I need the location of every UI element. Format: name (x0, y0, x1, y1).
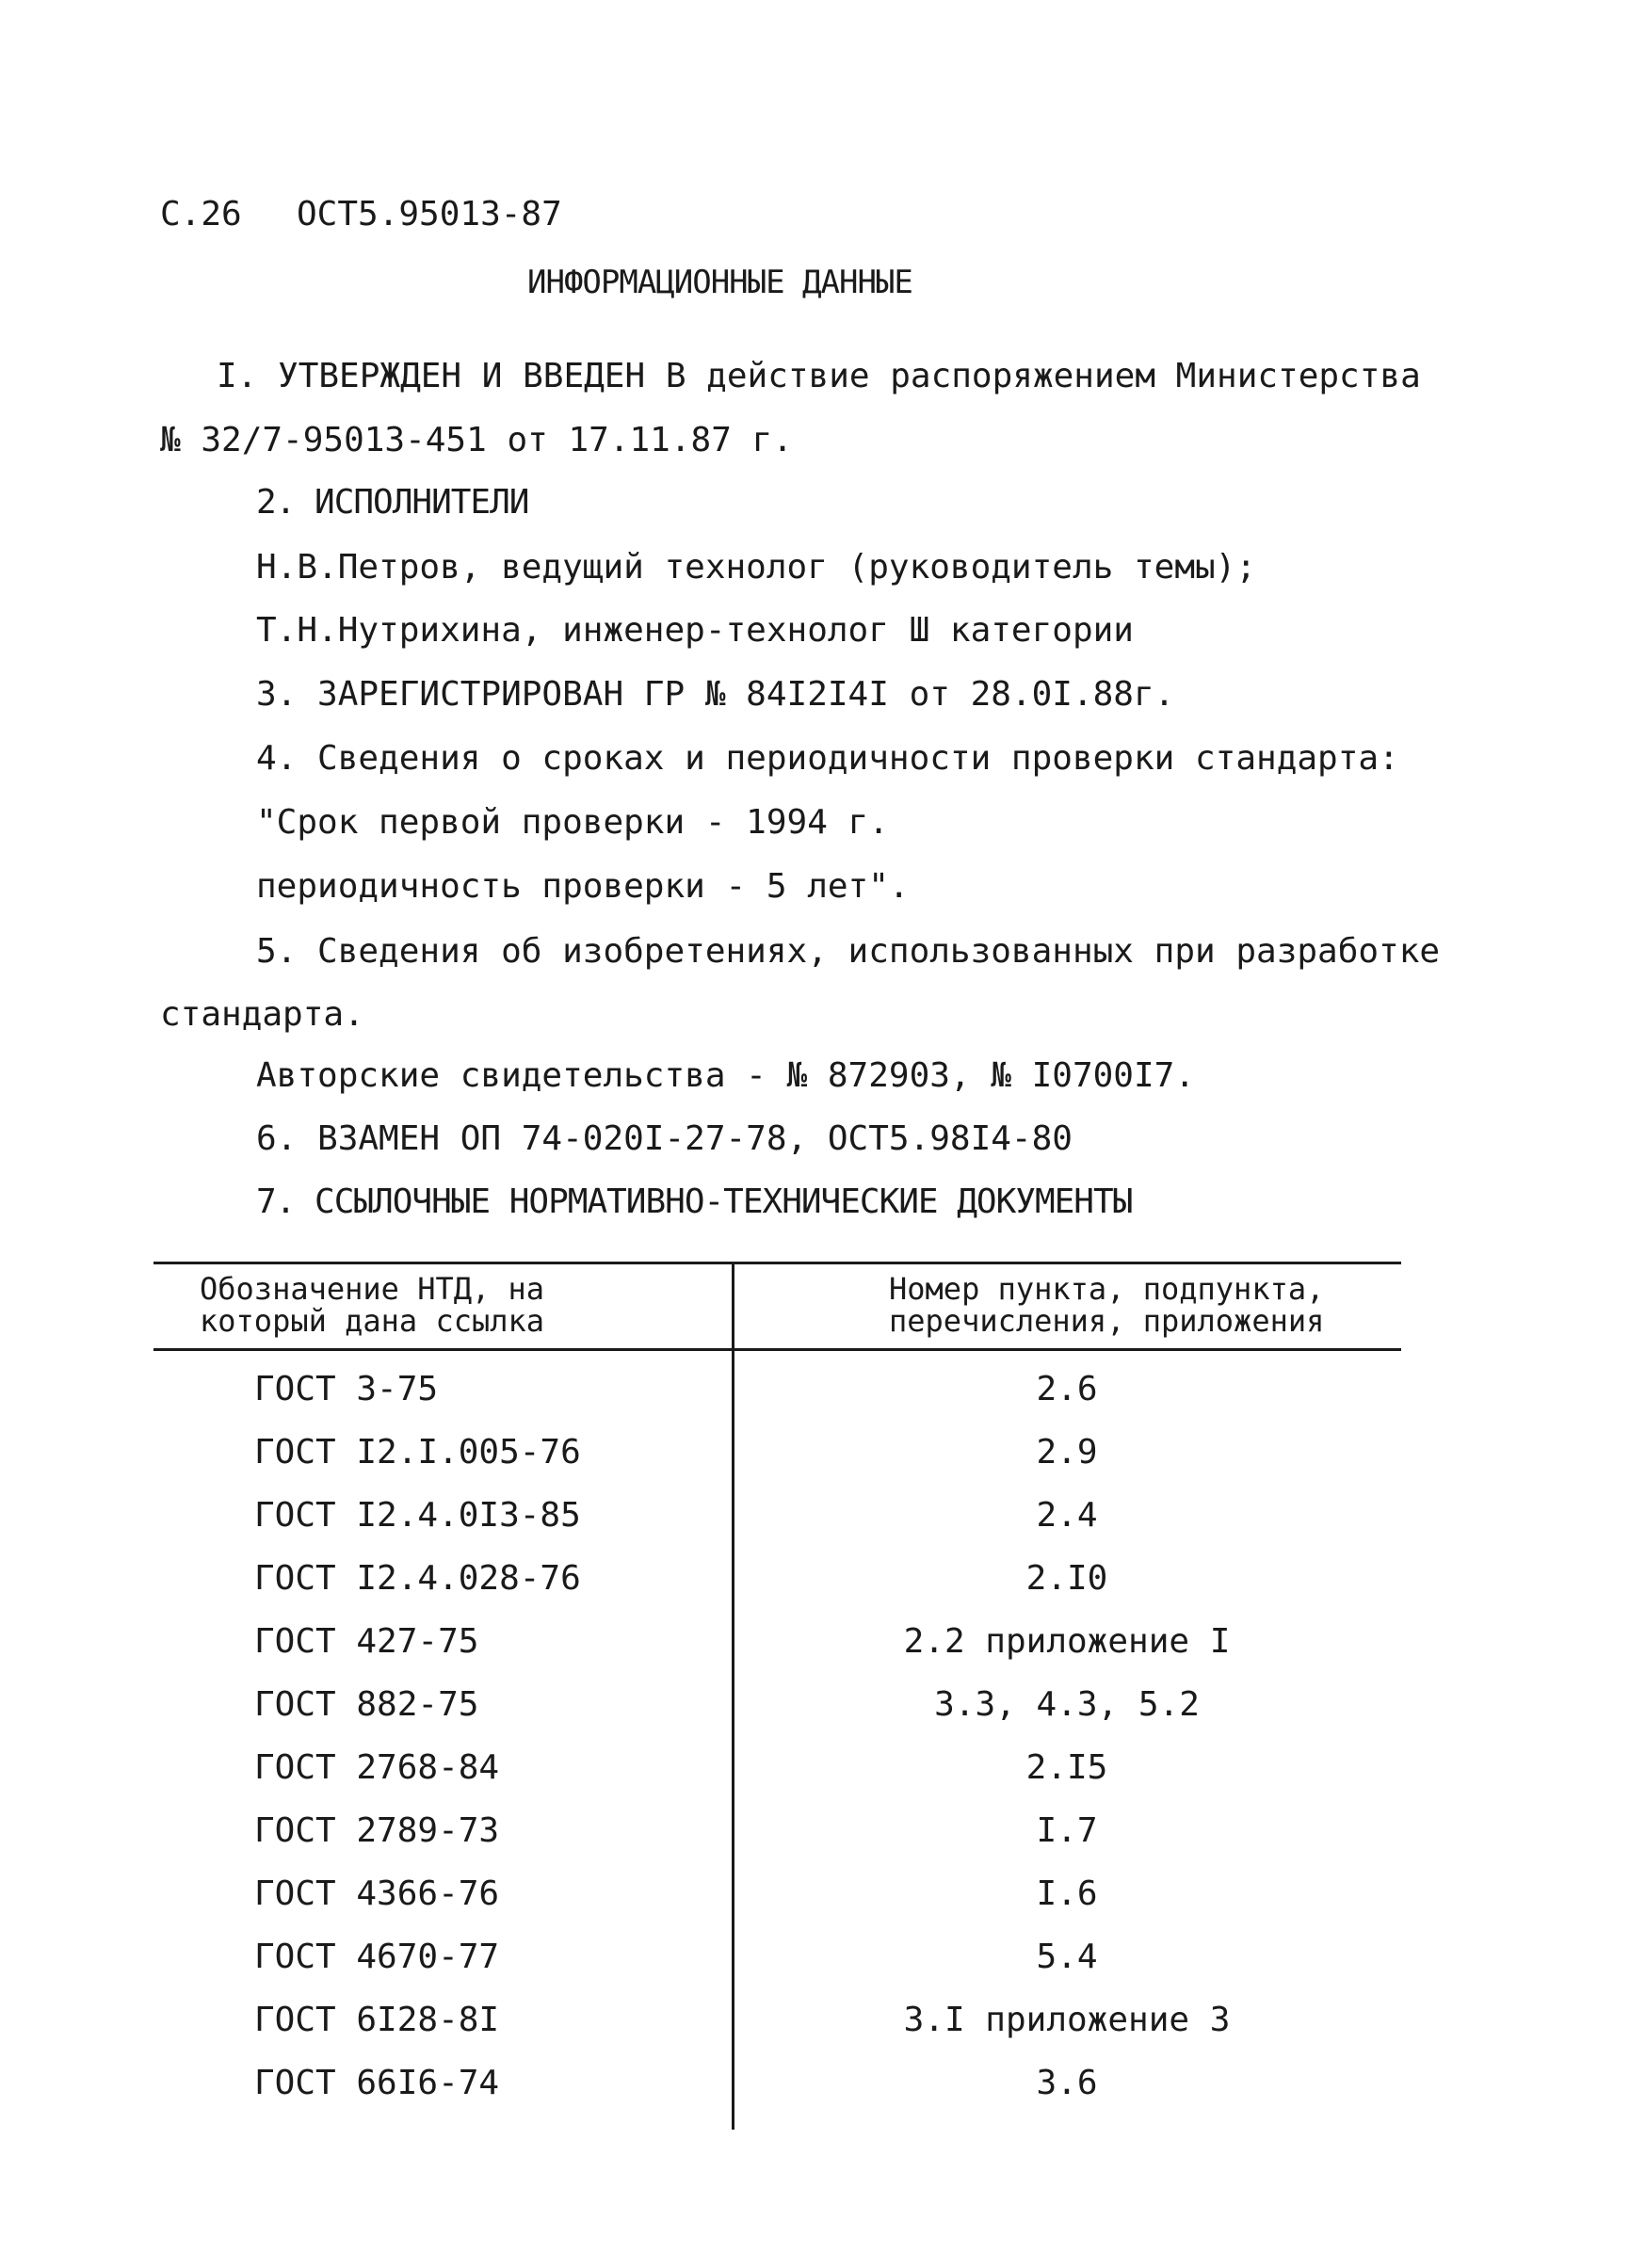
table-doc-column (254, 1370, 581, 2130)
table-cell-doc: ГОСТ 3-75 (254, 1370, 439, 1408)
item7-title: 7. ССЫЛОЧНЫЕ НОРМАТИВНО-ТЕХНИЧЕСКИЕ ДОКУМЕНТЫ (256, 1182, 1133, 1221)
table-cell-ref: 2.I5 (1025, 1748, 1108, 1787)
table-header-rule (153, 1348, 1401, 1351)
table-cell-ref: I.6 (1036, 1874, 1098, 1913)
item5-line3: Авторские свидетельства - № 872903, № I0700I7. (256, 1056, 1195, 1095)
table-cell-doc: ГОСТ 66I6-74 (254, 2064, 500, 2102)
item4-title: 4. Сведения о сроках и периодичности проверки стандарта: (256, 739, 1399, 778)
table-cell-ref: 2.4 (1036, 1496, 1098, 1535)
page-number: С.26 (160, 195, 242, 233)
table-cell-ref: 5.4 (1036, 1938, 1098, 1976)
table-cell-doc: ГОСТ 4366-76 (254, 1874, 500, 1913)
table-cell-doc: ГОСТ 427-75 (254, 1622, 479, 1661)
item5-line1: 5. Сведения об изобретениях, использованных при разработке (256, 932, 1441, 971)
standard-code: ОСТ5.95013-87 (297, 195, 562, 233)
table-header-ref (889, 1273, 1324, 1337)
table-cell-ref: 2.I0 (1025, 1559, 1108, 1598)
table-cell-doc: ГОСТ 2789-73 (254, 1811, 500, 1850)
table-cell-doc: ГОСТ I2.4.0I3-85 (254, 1496, 581, 1535)
table-cell-ref: 2.2 приложение I (903, 1622, 1231, 1661)
item2-person2: Т.Н.Нутрихина, инженер-технолог Ш категории (256, 611, 1134, 650)
table-cell-ref: 2.9 (1036, 1433, 1098, 1472)
table-header-doc-line2: который дана ссылка (200, 1303, 545, 1339)
page-title: ИНФОРМАЦИОННЫЕ ДАННЫЕ (527, 264, 912, 301)
table-cell-ref: 2.6 (1036, 1370, 1098, 1408)
table-cell-ref: 3.6 (1036, 2064, 1098, 2102)
table-cell-doc: ГОСТ I2.I.005-76 (254, 1433, 581, 1472)
item4-line3: периодичность проверки - 5 лет". (256, 867, 910, 906)
table-cell-ref: I.7 (1036, 1811, 1098, 1850)
table-header-ref-line1: Номер пункта, подпункта, (889, 1271, 1325, 1307)
item6-replaces: 6. ВЗАМЕН ОП 74-020I-27-78, ОСТ5.98I4-80 (256, 1119, 1073, 1158)
item4-line2: "Срок первой проверки - 1994 г. (256, 803, 889, 842)
table-cell-doc: ГОСТ 882-75 (254, 1685, 479, 1724)
table-cell-doc: ГОСТ 2768-84 (254, 1748, 500, 1787)
table-cell-doc: ГОСТ 4670-77 (254, 1938, 500, 1976)
table-ref-column (733, 1370, 1401, 2130)
item5-line2: стандарта. (160, 995, 364, 1034)
table-cell-ref: 3.3, 4.3, 5.2 (934, 1685, 1200, 1724)
table-header-doc (200, 1273, 544, 1337)
item1-line2: № 32/7-95013-451 от 17.11.87 г. (160, 421, 793, 459)
table-header-doc-line1: Обозначение НТД, на (200, 1271, 545, 1307)
table-header-ref-line2: перечисления, приложения (889, 1303, 1325, 1339)
table-cell-doc: ГОСТ I2.4.028-76 (254, 1559, 581, 1598)
table-cell-ref: 3.I приложение 3 (903, 2001, 1231, 2039)
table-top-rule (153, 1262, 1401, 1264)
item2-person1: Н.В.Петров, ведущий технолог (руководитель темы); (256, 548, 1257, 587)
item3-registration: 3. ЗАРЕГИСТРИРОВАН ГР № 84I2I4I от 28.0I.88г. (256, 675, 1175, 714)
table-cell-doc: ГОСТ 6I28-8I (254, 2001, 500, 2039)
item1-line1: I. УТВЕРЖДЕН И ВВЕДЕН В действие распоряжением Министерства (217, 357, 1421, 395)
item2-title: 2. ИСПОЛНИТЕЛИ (256, 483, 529, 522)
